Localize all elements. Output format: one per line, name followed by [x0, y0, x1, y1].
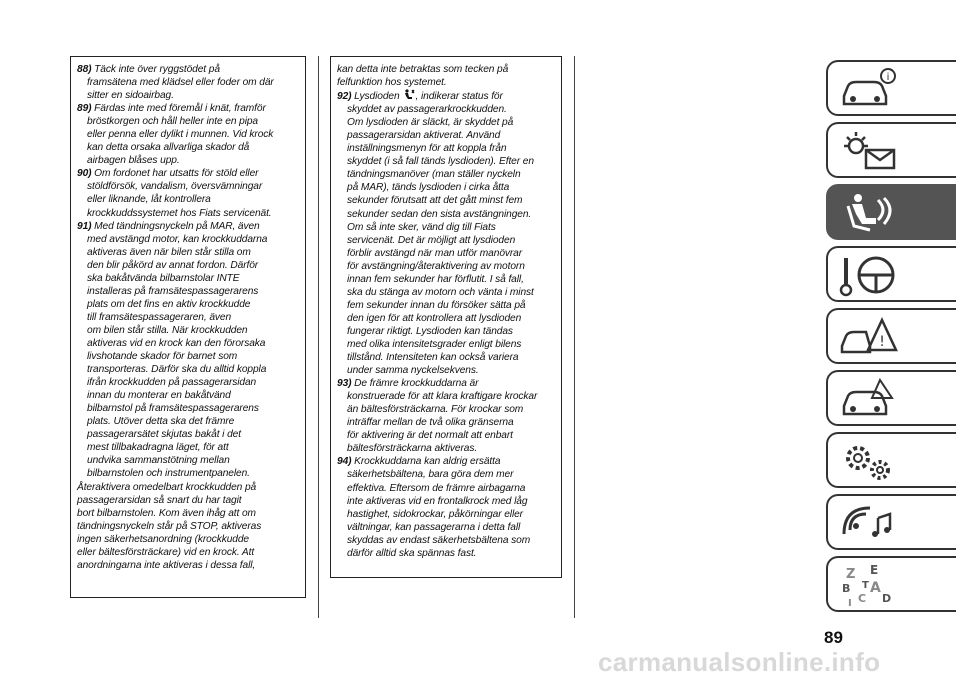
- text-line: [77, 402, 299, 415]
- text-line: [77, 233, 299, 246]
- text-line: [77, 350, 299, 363]
- text-line: [77, 546, 299, 559]
- tab-multimedia[interactable]: [826, 494, 956, 550]
- text-content: anordningarna inte aktiveras i dessa fall,: [77, 559, 256, 571]
- text-content: eller bältesförsträckare) vid en krock. Att: [77, 546, 255, 558]
- note-paragraph: [77, 167, 299, 219]
- text-content: Med tändningsnyckeln på MAR, även: [94, 220, 260, 232]
- text-line: [337, 416, 555, 429]
- note-number: 94): [337, 456, 355, 468]
- text-content: för avstängning/återaktivering av motorn: [347, 260, 525, 272]
- text-content: bilbarnstolen och instrumentpanelen.: [87, 468, 250, 480]
- tab-safety[interactable]: [826, 184, 956, 240]
- svg-text:!: !: [879, 334, 885, 350]
- text-content: felfunktion hos systemet.: [337, 77, 447, 89]
- text-content: innan fem sekunder har förflutit. I så fall,: [347, 273, 524, 285]
- text-line: [77, 311, 299, 324]
- text-line: [77, 285, 299, 298]
- text-content: Om lysdioden är släckt, är skyddet på: [347, 117, 514, 129]
- text-content: bilbarnstol på framsätespassagerarens: [87, 403, 259, 415]
- text-content: undvika sammanstötning mellan: [87, 455, 230, 467]
- text-content: inställningsmenyn för att koppla från: [347, 143, 507, 155]
- note-paragraph: [337, 377, 555, 455]
- text-line: [337, 338, 555, 351]
- text-content: inte aktiveras vid en frontalkrock med låg: [347, 495, 528, 507]
- text-content: , indikerar status för: [415, 91, 503, 103]
- text-line: [337, 63, 555, 76]
- text-content: vältningar, kan passagerarna i detta fall: [347, 521, 521, 533]
- text-line: [337, 208, 555, 221]
- text-content: passagerarsätet skjutas bakåt i det: [87, 429, 241, 441]
- text-content: plats om det fins en aktiv krockkudde: [87, 298, 251, 310]
- text-content: ifrån krockkudden på passagerarsidan: [87, 377, 257, 389]
- text-line: [337, 455, 555, 468]
- text-line: [77, 63, 299, 76]
- text-line: [337, 299, 555, 312]
- watermark: carmanualsonline.info: [598, 647, 881, 677]
- text-content: livshotande skador för barnet som: [87, 351, 238, 363]
- text-line: [77, 363, 299, 376]
- text-line: [77, 389, 299, 402]
- note-number: 93): [337, 378, 355, 390]
- text-content: effektiva. Eftersom de främre airbagarna: [347, 482, 526, 494]
- text-line: [77, 102, 299, 115]
- text-line: [337, 247, 555, 260]
- text-content: krockkuddssystemet hos Fiats servicenät.: [87, 207, 272, 219]
- text-content: Täck inte över ryggstödet på: [94, 64, 220, 75]
- text-content: installeras på framsätespassagerarens: [87, 285, 259, 297]
- text-line: [337, 273, 555, 286]
- text-content: den blir påkörd av annat fordon. Därför: [87, 259, 259, 271]
- text-line: [337, 221, 555, 234]
- text-line: [77, 76, 299, 89]
- text-content: Krockkuddarna kan aldrig ersätta: [354, 456, 501, 468]
- note-paragraph: [77, 63, 299, 102]
- text-line: [337, 521, 555, 534]
- text-content: bältesförsträckarna aktiveras.: [347, 443, 478, 455]
- text-line: [77, 454, 299, 467]
- text-content: kan detta orsaka allvarliga skador då: [87, 142, 250, 154]
- text-line: [77, 128, 299, 141]
- text-content: med olika intensitetsgrader enligt bilens: [347, 338, 522, 350]
- text-line: [77, 481, 299, 494]
- column-divider: [574, 56, 575, 618]
- text-line: [337, 534, 555, 547]
- text-line: [337, 194, 555, 207]
- text-content: fungerar riktigt. Lysdioden kan tändas: [347, 325, 513, 337]
- index-letter: Z: [846, 567, 856, 582]
- note-paragraph: [77, 220, 299, 481]
- text-content: transporteras. Därför ska du alltid koppla: [87, 364, 267, 376]
- multimedia-icon: [836, 500, 900, 546]
- text-content: kan detta inte betraktas som tecken på: [337, 64, 509, 75]
- text-content: Lysdioden: [354, 91, 400, 103]
- index-letter: D: [882, 592, 892, 605]
- text-line: [77, 193, 299, 206]
- text-content: aktiveras även när bilen står stilla om: [87, 246, 251, 258]
- text-line: [337, 129, 555, 142]
- text-content: konstruerade för att klara kraftigare krockar: [347, 391, 538, 403]
- left-column: [70, 56, 306, 598]
- index-letters-icon: [836, 562, 900, 608]
- text-content: skyddet av passagerarkrockkudden.: [347, 104, 507, 116]
- text-line: [77, 141, 299, 154]
- text-content: servicenät. Det är möjligt att lysdioden: [347, 234, 516, 246]
- note-number: 89): [77, 103, 95, 115]
- text-line: [337, 142, 555, 155]
- emergency-car-icon: [836, 376, 900, 422]
- index-letter: I: [848, 598, 852, 608]
- text-content: Om fordonet har utsatts för stöld eller: [94, 168, 259, 180]
- text-line: [77, 559, 299, 572]
- text-line: [337, 364, 555, 377]
- page-number: 89: [824, 628, 843, 647]
- text-line: [337, 155, 555, 168]
- text-line: [337, 429, 555, 442]
- text-content: skyddet (i så fall tänds lysdioden). Efter en: [347, 156, 534, 168]
- text-content: innan du monterar en bakåtvänd: [87, 390, 231, 402]
- text-content: inträffar mellan de två olika gränserna: [347, 417, 514, 429]
- tab-lights-messages[interactable]: [826, 122, 956, 178]
- index-letter: T: [862, 580, 869, 591]
- text-line: [77, 259, 299, 272]
- text-line: [77, 428, 299, 441]
- text-content: aktiveras vid en krock kan den förorsaka: [87, 337, 266, 349]
- tab-starting-driving[interactable]: [826, 246, 956, 302]
- text-content: eller penna eller dylikt i munnen. Vid krock: [87, 129, 274, 141]
- text-line: [337, 468, 555, 481]
- maintenance-gears-icon: [836, 438, 900, 484]
- warning-car-icon: [836, 314, 900, 360]
- text-content: bort bilbarnstolen. Kom även ihåg att om: [77, 507, 256, 519]
- text-line: [77, 533, 299, 546]
- text-line: [77, 337, 299, 350]
- text-line: [77, 246, 299, 259]
- text-content: passagerarsidan så snart du har tagit: [77, 494, 242, 506]
- note-paragraph: [337, 455, 555, 559]
- text-line: [77, 272, 299, 285]
- text-line: [337, 351, 555, 364]
- text-line: [337, 286, 555, 299]
- text-line: [337, 116, 555, 129]
- text-line: [77, 220, 299, 233]
- text-content: mest tillbakadragna läget, för att: [87, 442, 229, 454]
- text-content: till framsätespassageraren, även: [87, 311, 232, 323]
- text-content: ska bakåtvända bilbarnstolar INTE: [87, 272, 240, 284]
- text-content: ska du stänga av motorn och vänta i minst: [347, 286, 534, 298]
- index-letter: B: [842, 582, 851, 595]
- text-line: [337, 495, 555, 508]
- text-content: Om så inte sker, vänd dig till Fiats: [347, 221, 496, 233]
- text-line: [77, 89, 299, 102]
- note-number: 88): [77, 64, 95, 75]
- text-content: De främre krockkuddarna är: [354, 378, 479, 390]
- note-paragraph: [337, 89, 555, 377]
- text-line: [337, 168, 555, 181]
- note-number: 92): [337, 91, 355, 103]
- text-line: [337, 547, 555, 560]
- tab-index[interactable]: [826, 556, 956, 612]
- car-info-icon: [836, 66, 900, 112]
- lights-message-icon: [836, 128, 900, 174]
- text-content: säkerhetsbältena, bara göra dem mer: [347, 469, 514, 481]
- text-line: [337, 312, 555, 325]
- column-divider: [318, 56, 319, 618]
- tab-car-info[interactable]: [826, 60, 956, 116]
- text-content: om bilen står stilla. När krockkudden: [87, 324, 248, 336]
- text-content: sekunder sedan den sista avstängningen.: [347, 208, 532, 220]
- text-line: [337, 103, 555, 116]
- svg-text:i: i: [886, 72, 890, 83]
- text-content: tillstånd. Intensiteten kan också variera: [347, 352, 519, 364]
- text-line: [337, 482, 555, 495]
- text-line: [77, 520, 299, 533]
- text-line: [77, 507, 299, 520]
- text-line: [337, 390, 555, 403]
- text-content: under samma nyckelsekvens.: [347, 365, 479, 377]
- tab-emergency[interactable]: [826, 370, 956, 426]
- text-line: [77, 115, 299, 128]
- index-letter: A: [870, 580, 881, 596]
- text-content: för aktivering är det normalt att enbart: [347, 430, 513, 442]
- text-line: [77, 467, 299, 480]
- text-line: [77, 298, 299, 311]
- note-number: 91): [77, 220, 95, 232]
- tab-maintenance[interactable]: [826, 432, 956, 488]
- text-line: [77, 415, 299, 428]
- text-line: [77, 180, 299, 193]
- text-line: [337, 325, 555, 338]
- text-content: än bältesförsträckarna. För krockar som: [347, 404, 524, 416]
- text-line: [337, 181, 555, 194]
- text-line: [77, 154, 299, 167]
- text-line: [337, 508, 555, 521]
- text-content: skyddas av endast säkerhetsbältena som: [347, 534, 531, 546]
- note-number: 90): [77, 168, 95, 180]
- text-content: Återaktivera omedelbart krockkudden på: [77, 481, 257, 493]
- text-content: stöldförsök, vandalism, översvämningar: [87, 181, 263, 193]
- text-content: fem sekunder innan du försöker sätta på: [347, 299, 526, 311]
- tab-warning-lights[interactable]: [826, 308, 956, 364]
- text-content: bröstkorgen och håll heller inte en pipa: [87, 116, 258, 128]
- text-line: [77, 167, 299, 180]
- key-steering-wheel-icon: [836, 252, 900, 298]
- text-line: [337, 260, 555, 273]
- text-content: tändningsmanöver (man ställer nyckeln: [347, 169, 521, 181]
- text-line: [77, 376, 299, 389]
- text-line: [337, 377, 555, 390]
- index-letter: C: [858, 592, 867, 605]
- text-content: sekunder förutsatt att det gått minst fem: [347, 195, 523, 207]
- text-line: [337, 234, 555, 247]
- text-content: Färdas inte med föremål i knät, framför: [94, 103, 266, 115]
- text-content: därför alltid ska spännas fast.: [347, 547, 477, 559]
- text-content: med avstängd motor, kan krockkuddarna: [87, 233, 268, 245]
- text-content: den igen för att kontrollera att lysdioden: [347, 312, 522, 324]
- note-paragraph: [337, 63, 555, 89]
- text-content: tändningsnyckeln står på STOP, aktiveras: [77, 520, 262, 532]
- seat-airbag-icon: [836, 190, 900, 236]
- text-line: [77, 441, 299, 454]
- text-line: [77, 324, 299, 337]
- note-paragraph: [77, 481, 299, 572]
- text-content: ingen säkerhetsanordning (krockkudde: [77, 533, 249, 545]
- index-letter: E: [870, 563, 879, 577]
- text-content: passagerarsidan aktiverat. Använd: [347, 130, 501, 142]
- text-content: framsätena med klädsel eller foder om där: [87, 77, 274, 89]
- note-paragraph: [77, 102, 299, 167]
- text-content: airbagen blåses upp.: [87, 155, 180, 167]
- text-line: [337, 76, 555, 89]
- text-content: sitter en sidoairbag.: [87, 90, 174, 102]
- airbag-off-indicator-icon: [403, 89, 415, 100]
- text-content: plats. Utöver detta ska det främre: [87, 416, 235, 428]
- text-content: på MAR), tänds lysdioden i cirka åtta: [347, 182, 510, 194]
- text-line: [77, 207, 299, 220]
- text-line: [337, 403, 555, 416]
- text-line: [337, 89, 555, 103]
- text-line: [337, 442, 555, 455]
- text-content: eller liknande, låt kontrollera: [87, 194, 211, 206]
- text-line: [77, 494, 299, 507]
- text-content: hastighet, sidokrockar, påkörningar eller: [347, 508, 523, 520]
- text-content: förblir avstängd när man utför manövrar: [347, 247, 523, 259]
- right-column: [330, 56, 562, 578]
